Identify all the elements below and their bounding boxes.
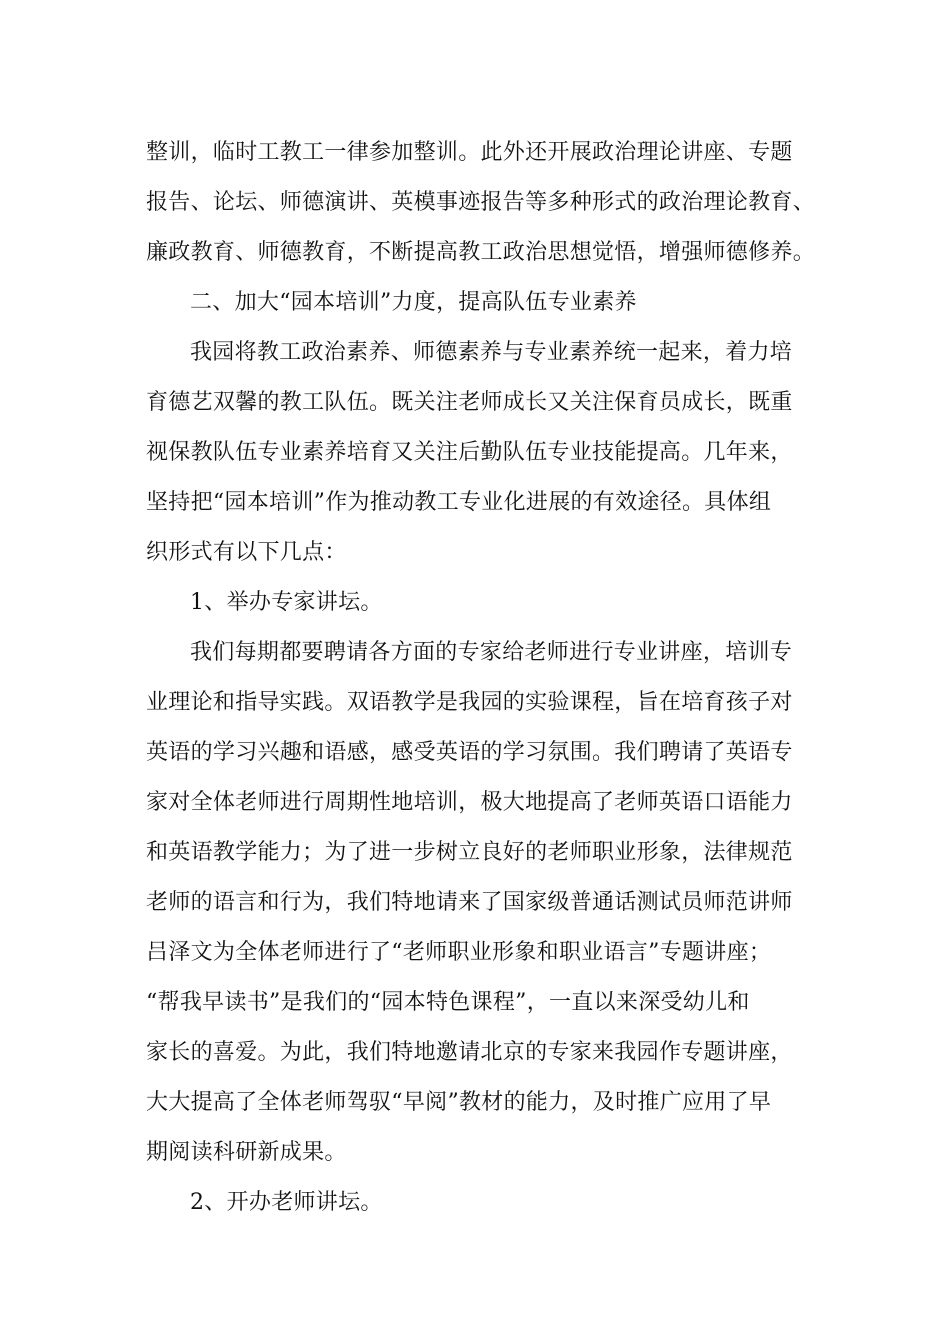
text-line: 整训，临时工教工一律参加整训。此外还开展政治理论讲座、专题 <box>146 140 793 165</box>
text-line: 家对全体老师进行周期性地培训，极大地提高了老师英语口语能力 <box>146 790 793 815</box>
text-line: 我们每期都要聘请各方面的专家给老师进行专业讲座，培训专 <box>190 640 793 665</box>
text-line: 育德艺双馨的教工队伍。既关注老师成长又关注保育员成长，既重 <box>146 390 793 415</box>
text-line: 吕泽文为全体老师进行了“老师职业形象和职业语言”专题讲座； <box>146 940 772 965</box>
subsection-heading: 2、开办老师讲坛。 <box>190 1190 383 1215</box>
text-line: 家长的喜爱。为此，我们特地邀请北京的专家来我园作专题讲座， <box>146 1040 793 1065</box>
text-line: 期阅读科研新成果。 <box>146 1140 347 1165</box>
text-line: 老师的语言和行为，我们特地请来了国家级普通话测试员师范讲师 <box>146 890 793 915</box>
text-line: 报告、论坛、师德演讲、英模事迹报告等多种形式的政治理论教育、 <box>146 190 816 215</box>
subsection-heading: 1、举办专家讲坛。 <box>190 590 383 615</box>
text-line: 和英语教学能力；为了进一步树立良好的老师职业形象，法律规范 <box>146 840 793 865</box>
section-heading: 二、加大“园本培训”力度，提高队伍专业素养 <box>190 290 637 315</box>
text-line: 我园将教工政治素养、师德素养与专业素养统一起来，着力培 <box>190 340 793 365</box>
text-line: “帮我早读书”是我们的“园本特色课程”，一直以来深受幼儿和 <box>146 990 750 1015</box>
text-line: 大大提高了全体老师驾驭“早阅”教材的能力，及时推广应用了早 <box>146 1090 772 1115</box>
text-line: 廉政教育、师德教育，不断提高教工政治思想觉悟，增强师德修养。 <box>146 240 816 265</box>
text-line: 坚持把“园本培训”作为推动教工专业化进展的有效途径。具体组 <box>146 490 772 515</box>
text-line: 业理论和指导实践。双语教学是我园的实验课程，旨在培育孩子对 <box>146 690 793 715</box>
text-line: 视保教队伍专业素养培育又关注后勤队伍专业技能提高。几年来， <box>146 440 793 465</box>
text-line: 英语的学习兴趣和语感，感受英语的学习氛围。我们聘请了英语专 <box>146 740 793 765</box>
text-line: 织形式有以下几点： <box>146 540 347 565</box>
